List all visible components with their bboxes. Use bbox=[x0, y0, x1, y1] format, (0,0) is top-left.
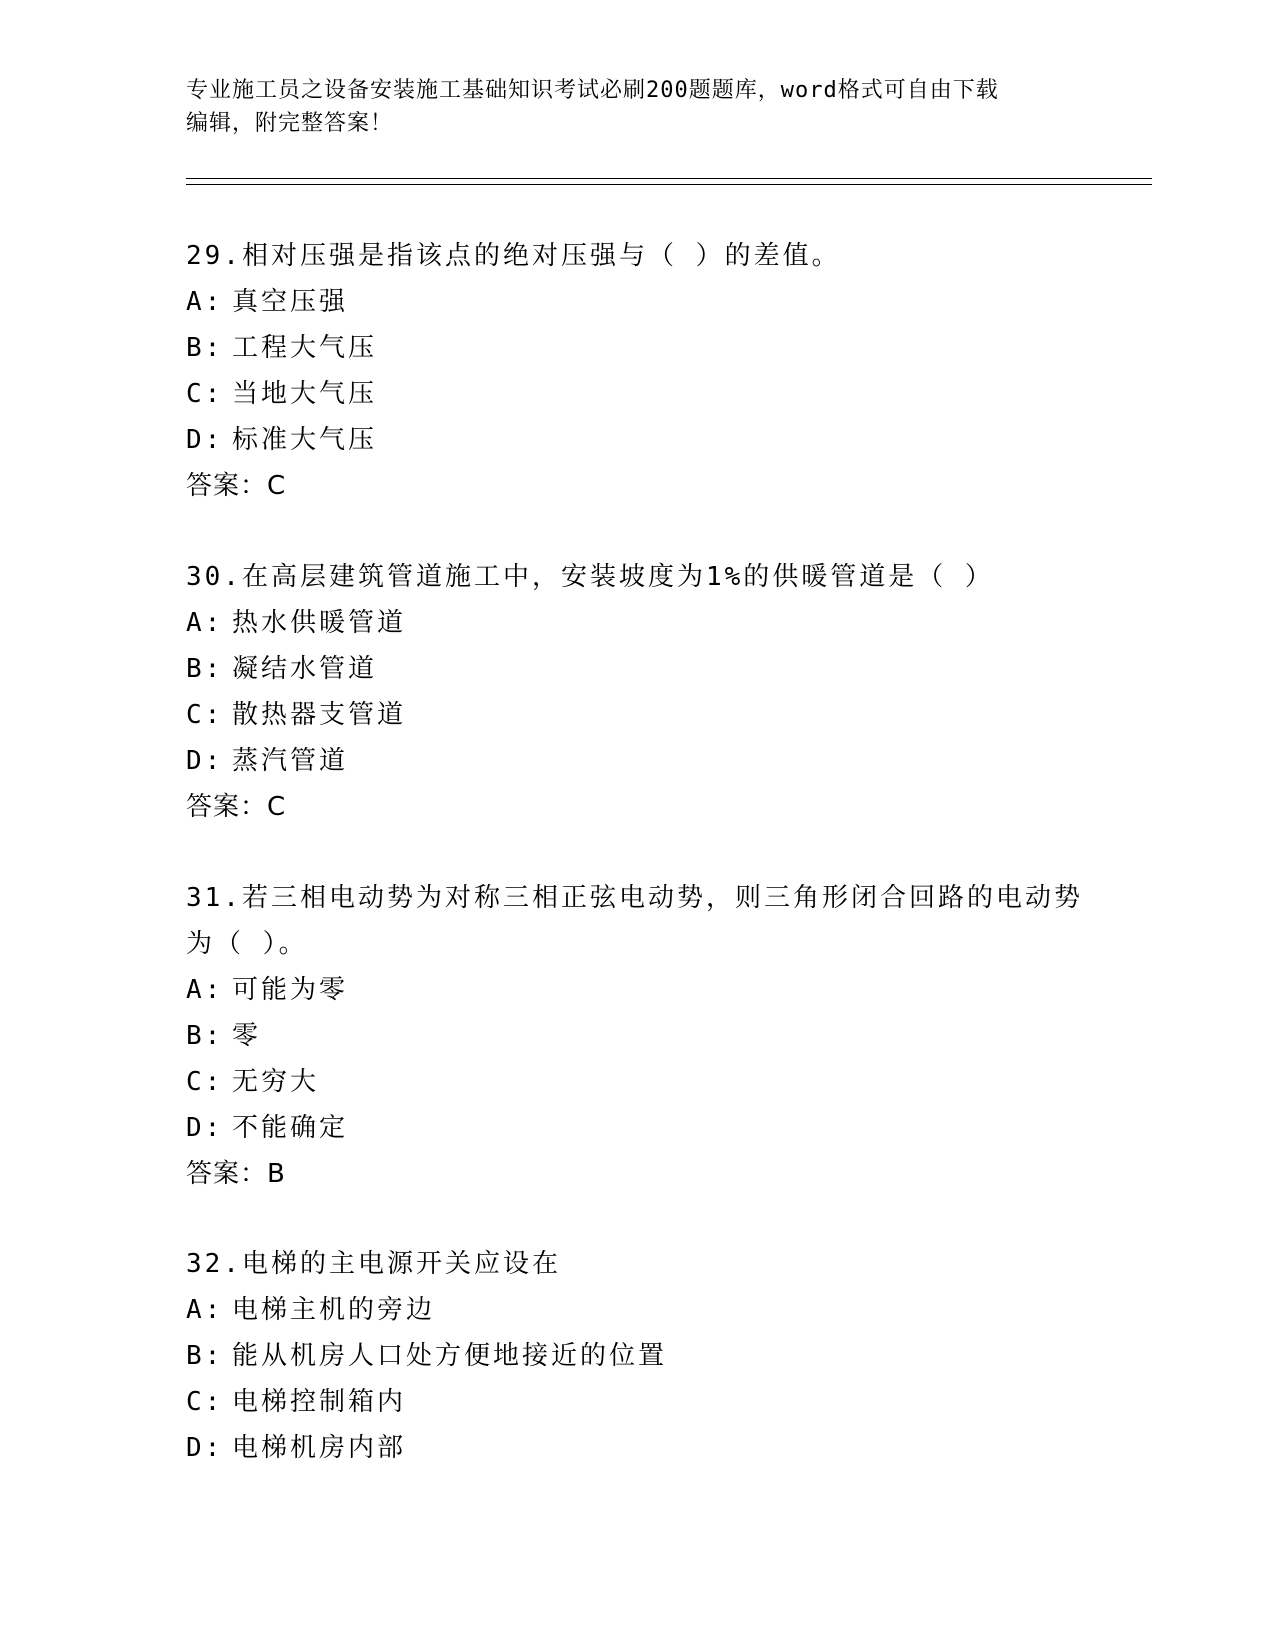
option-letter: B: bbox=[186, 654, 224, 684]
option-b bbox=[186, 646, 1086, 692]
option-c bbox=[186, 371, 1086, 417]
option-c bbox=[186, 1059, 1086, 1105]
option-d bbox=[186, 738, 1086, 784]
option-text: 标准大气压 bbox=[232, 425, 378, 455]
option-letter: D: bbox=[186, 425, 224, 455]
option-letter: A: bbox=[186, 1295, 224, 1325]
question-31 bbox=[186, 875, 1086, 1197]
document-header bbox=[186, 74, 1066, 140]
option-letter: D: bbox=[186, 746, 224, 776]
header-divider-bottom bbox=[186, 184, 1152, 185]
option-letter: A: bbox=[186, 608, 224, 638]
option-text: 电梯机房内部 bbox=[232, 1433, 407, 1463]
option-a bbox=[186, 1287, 1086, 1333]
option-letter: C: bbox=[186, 1067, 224, 1097]
answer-line: 答案：C bbox=[186, 471, 287, 501]
option-text: 无穷大 bbox=[232, 1067, 320, 1097]
option-letter: B: bbox=[186, 1021, 224, 1051]
option-letter: C: bbox=[186, 379, 224, 409]
question-32 bbox=[186, 1241, 1086, 1471]
option-text: 可能为零 bbox=[232, 975, 349, 1005]
option-text: 不能确定 bbox=[232, 1113, 349, 1143]
option-text: 蒸汽管道 bbox=[232, 746, 349, 776]
option-letter: A: bbox=[186, 975, 224, 1005]
option-b bbox=[186, 1333, 1086, 1379]
option-letter: D: bbox=[186, 1433, 224, 1463]
question-29 bbox=[186, 233, 1086, 509]
option-text: 能从机房人口处方便地接近的位置 bbox=[232, 1341, 668, 1371]
option-text: 凝结水管道 bbox=[232, 654, 378, 684]
header-divider-top bbox=[186, 178, 1152, 179]
header-line-1: 专业施工员之设备安装施工基础知识考试必刷200题题库，word格式可自由下载 bbox=[186, 78, 999, 103]
answer-line: 答案：B bbox=[186, 1159, 286, 1189]
option-letter: B: bbox=[186, 333, 224, 363]
question-30 bbox=[186, 554, 1086, 830]
option-letter: A: bbox=[186, 287, 224, 317]
option-text: 电梯控制箱内 bbox=[232, 1387, 407, 1417]
question-stem-line-1: 31.若三相电动势为对称三相正弦电动势，则三角形闭合回路的电动势 bbox=[186, 883, 1083, 913]
option-a bbox=[186, 279, 1086, 325]
option-d bbox=[186, 1105, 1086, 1151]
question-stem-line-2: 为（ ）。 bbox=[186, 929, 308, 959]
option-text: 零 bbox=[232, 1021, 262, 1051]
option-d bbox=[186, 1425, 1086, 1471]
question-stem: 30.在高层建筑管道施工中，安装坡度为1%的供暖管道是（ ） bbox=[186, 562, 994, 592]
option-letter: C: bbox=[186, 1387, 224, 1417]
header-line-2: 编辑，附完整答案！ bbox=[186, 111, 394, 136]
option-text: 真空压强 bbox=[232, 287, 349, 317]
option-text: 散热器支管道 bbox=[232, 700, 407, 730]
option-b bbox=[186, 1013, 1086, 1059]
option-text: 当地大气压 bbox=[232, 379, 378, 409]
option-b bbox=[186, 325, 1086, 371]
option-c bbox=[186, 692, 1086, 738]
option-text: 热水供暖管道 bbox=[232, 608, 407, 638]
option-letter: C: bbox=[186, 700, 224, 730]
option-text: 工程大气压 bbox=[232, 333, 378, 363]
question-stem: 32.电梯的主电源开关应设在 bbox=[186, 1249, 561, 1279]
option-letter: B: bbox=[186, 1341, 224, 1371]
option-a bbox=[186, 600, 1086, 646]
option-text: 电梯主机的旁边 bbox=[232, 1295, 436, 1325]
question-stem: 29.相对压强是指该点的绝对压强与（ ）的差值。 bbox=[186, 241, 841, 271]
answer-line: 答案：C bbox=[186, 792, 287, 822]
option-d bbox=[186, 417, 1086, 463]
option-c bbox=[186, 1379, 1086, 1425]
option-letter: D: bbox=[186, 1113, 224, 1143]
option-a bbox=[186, 967, 1086, 1013]
